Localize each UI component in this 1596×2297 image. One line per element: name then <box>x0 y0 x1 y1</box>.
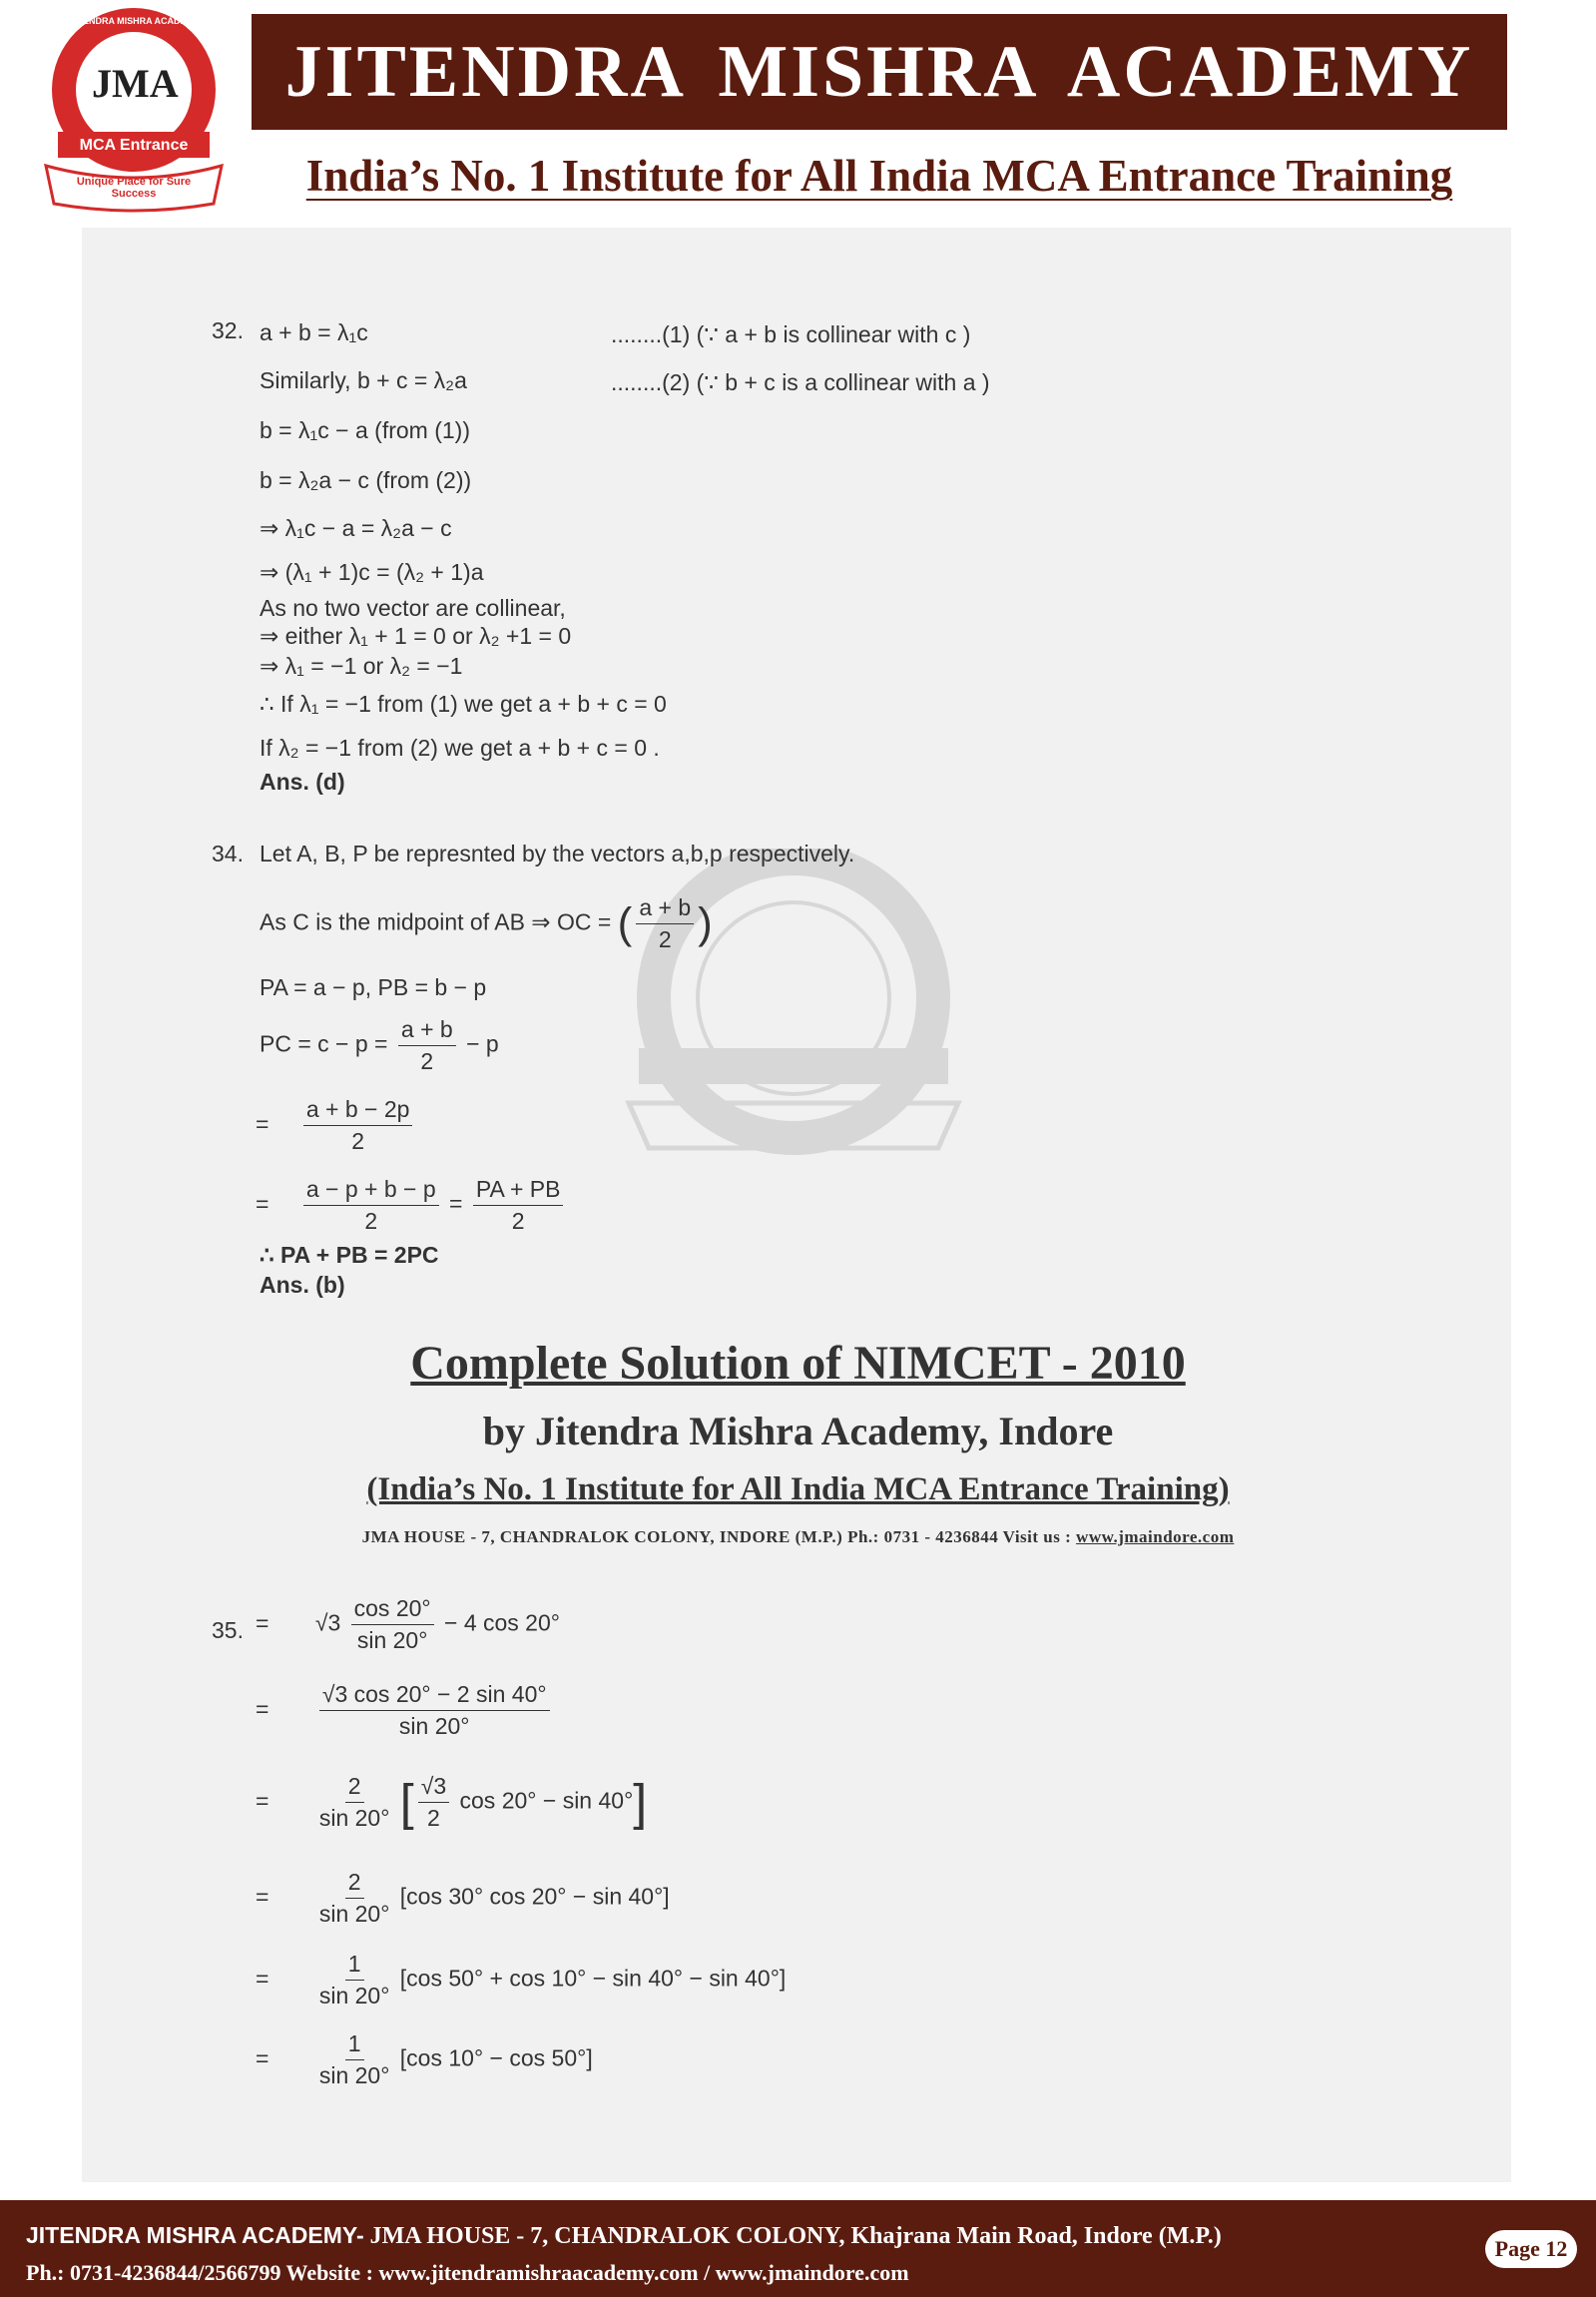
q34-line-3: PA = a − p, PB = b − p <box>260 974 487 1000</box>
stamp-url: www.jmaindore.com <box>1076 1527 1235 1546</box>
bracket-open: [ <box>399 1774 414 1831</box>
q34-line-5-fraction <box>303 1096 413 1155</box>
stamp-title: Complete Solution of NIMCET - 2010 <box>410 1337 1186 1390</box>
fraction-denominator: 2 <box>351 1128 365 1154</box>
equals-sign: = <box>256 1787 269 1814</box>
stamp-address-text: JMA HOUSE - 7, CHANDRALOK COLONY, INDORE (M.P.) Ph.: 0731 - 4236844 Visit us : <box>361 1527 1072 1546</box>
fraction-denominator: sin 20° <box>318 1805 390 1831</box>
q32-note-1: ........(1) (∵ a + b is collinear with c ) <box>611 321 971 347</box>
q35-row-4-fraction <box>319 1869 390 1928</box>
q35-row-2 <box>256 1681 554 1740</box>
fraction-numerator: a + b <box>398 1016 456 1046</box>
q35-row-4-suffix: [cos 30° cos 20° − sin 40°] <box>399 1883 670 1910</box>
q35-row-6 <box>256 2030 593 2089</box>
stamp-address <box>0 1527 1596 1547</box>
q32-line-9: ⇒ λ₁ = −1 or λ₂ = −1 <box>260 653 463 679</box>
q32-line-1: a + b = λ₁c <box>260 319 368 345</box>
q34-line-6-fraction-2 <box>473 1176 564 1235</box>
q35-row-1 <box>256 1595 560 1654</box>
question-number-34: 34. <box>212 841 244 866</box>
academy-title-banner: JITENDRA MISHRA ACADEMY <box>252 14 1507 130</box>
logo-ribbon-text: Unique Place for Sure Success <box>76 176 192 200</box>
q34-midpoint-fraction <box>636 894 694 953</box>
q34-line-4 <box>260 1016 499 1075</box>
page-number-badge: Page 12 <box>1485 2230 1577 2268</box>
q34-line-2-text: As C is the midpoint of AB ⇒ OC = <box>260 908 612 935</box>
fraction-numerator: 2 <box>345 1869 364 1899</box>
stamp-byline: by Jitendra Mishra Academy, Indore <box>482 1409 1114 1453</box>
q34-line-4-text: PC = c − p = <box>260 1030 388 1057</box>
q34-line-1: Let A, B, P be represnted by the vectors a,b,p respectively. <box>260 841 855 866</box>
equals-sign: = <box>256 1883 269 1910</box>
fraction-numerator: 1 <box>345 1951 364 1981</box>
q34-pc-fraction <box>398 1016 456 1075</box>
q34-line-6 <box>256 1176 567 1235</box>
q35-row-3-fraction <box>319 1773 390 1832</box>
q34-bracket-close: ) <box>698 898 713 948</box>
q34-answer: Ans. (b) <box>260 1272 345 1298</box>
q35-row-1-suffix: − 4 cos 20° <box>444 1609 560 1636</box>
fraction-denominator: sin 20° <box>398 1713 470 1739</box>
fraction-numerator: a + b <box>636 894 694 924</box>
q35-row-1-fraction <box>351 1595 434 1654</box>
footer-address-line <box>26 2222 1222 2250</box>
fraction-denominator: sin 20° <box>356 1627 428 1653</box>
q34-line-7: ∴ PA + PB = 2PC <box>260 1242 439 1268</box>
fraction-numerator: √3 <box>418 1773 449 1803</box>
fraction-denominator: 2 <box>420 1048 434 1074</box>
question-number-35: 35. <box>212 1617 244 1643</box>
fraction-numerator: PA + PB <box>473 1176 564 1206</box>
q35-row-3 <box>256 1773 647 1832</box>
fraction-denominator: sin 20° <box>318 1901 390 1927</box>
fraction-numerator: 2 <box>345 1773 364 1803</box>
q35-row-5-fraction <box>319 1951 390 2010</box>
q32-line-4: b = λ₂a − c (from (2)) <box>260 467 472 493</box>
q35-row-3-inner-fraction <box>418 1773 449 1832</box>
q35-row-2-fraction <box>319 1681 550 1740</box>
q32-line-3: b = λ₁c − a (from (1)) <box>260 417 470 443</box>
q35-row-1-root: √3 <box>314 1609 341 1636</box>
q34-line-2 <box>260 894 713 953</box>
q32-line-2: Similarly, b + c = λ₂a <box>260 367 467 393</box>
footer-contact-line: Ph.: 0731-4236844/2566799 Website : www.jitendramishraacademy.com / www.jmaindore.com <box>26 2260 909 2285</box>
fraction-numerator: a + b − 2p <box>303 1096 413 1126</box>
q32-line-7: As no two vector are collinear, <box>260 595 566 621</box>
fraction-denominator: 2 <box>364 1208 378 1234</box>
bracket-close: ] <box>633 1774 648 1831</box>
q32-line-5: ⇒ λ₁c − a = λ₂a − c <box>260 515 452 541</box>
equals-sign: = <box>449 1190 463 1217</box>
q32-line-8: ⇒ either λ₁ + 1 = 0 or λ₂ +1 = 0 <box>260 623 572 649</box>
question-number-32: 32. <box>212 317 244 343</box>
logo-initials: JMA <box>92 61 179 106</box>
fraction-numerator: √3 cos 20° − 2 sin 40° <box>319 1681 550 1711</box>
q35-row-5 <box>256 1951 786 2010</box>
logo-band-text: MCA Entrance <box>79 137 189 154</box>
q32-line-10: ∴ If λ₁ = −1 from (1) we get a + b + c = 0 <box>260 691 667 717</box>
q35-row-6-fraction <box>319 2030 390 2089</box>
q34-line-6-fraction-1 <box>303 1176 439 1235</box>
fraction-numerator: 1 <box>345 2030 364 2060</box>
stamp-tagline: (India’s No. 1 Institute for All India MCA Entrance Training) <box>366 1471 1230 1507</box>
logo-ring-text: JITENDRA MISHRA ACADEMY <box>69 16 200 26</box>
fraction-numerator: cos 20° <box>351 1595 434 1625</box>
fraction-denominator: 2 <box>511 1208 525 1234</box>
footer-address: JMA HOUSE - 7, CHANDRALOK COLONY, Khajrana Main Road, Indore (M.P.) <box>363 2223 1222 2249</box>
equals-sign: = <box>256 1695 269 1722</box>
fraction-numerator: a − p + b − p <box>303 1176 439 1206</box>
q35-row-5-suffix: [cos 50° + cos 10° − sin 40° − sin 40°] <box>399 1965 787 1992</box>
equals-sign: = <box>256 2044 269 2071</box>
equals-sign: = <box>256 1110 269 1137</box>
fraction-denominator: sin 20° <box>318 2062 390 2088</box>
q32-note-2: ........(2) (∵ b + c is a collinear with a ) <box>611 369 990 395</box>
q34-bracket-open: ( <box>617 898 633 948</box>
q35-row-4 <box>256 1869 670 1928</box>
footer-academy-name: JITENDRA MISHRA ACADEMY- <box>26 2222 364 2248</box>
q35-row-3-suffix: cos 20° − sin 40° <box>459 1787 634 1814</box>
fraction-denominator: sin 20° <box>318 1983 390 2009</box>
q32-line-6: ⇒ (λ₁ + 1)c = (λ₂ + 1)a <box>260 559 484 585</box>
fraction-denominator: 2 <box>427 1805 440 1831</box>
fraction-denominator: 2 <box>658 926 672 952</box>
academy-tagline: India’s No. 1 Institute for All India MCA Entrance Training <box>305 151 1453 201</box>
q32-answer: Ans. (d) <box>260 769 345 795</box>
equals-sign: = <box>256 1190 269 1217</box>
q35-row-6-suffix: [cos 10° − cos 50°] <box>399 2044 593 2071</box>
page-footer <box>0 2200 1596 2297</box>
q34-line-4-suffix: − p <box>466 1030 499 1057</box>
equals-sign: = <box>256 1609 269 1636</box>
q34-line-5 <box>256 1096 416 1155</box>
equals-sign: = <box>256 1965 269 1992</box>
q32-line-11: If λ₂ = −1 from (2) we get a + b + c = 0 . <box>260 735 660 761</box>
